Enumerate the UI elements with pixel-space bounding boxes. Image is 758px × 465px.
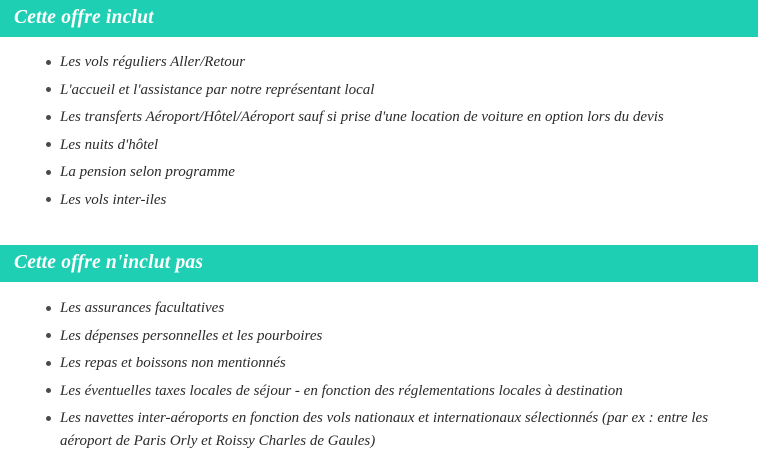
list-item-label: Les éventuelles taxes locales de séjour - en fonction des réglementations locales à destination <box>60 382 623 399</box>
list-item <box>46 189 742 212</box>
list-item <box>46 352 742 375</box>
section-included-title: Cette offre inclut <box>0 0 758 37</box>
bullet-icon <box>46 142 51 147</box>
list-item <box>46 297 742 320</box>
list-item <box>46 325 742 348</box>
bullet-icon <box>46 197 51 202</box>
list-item-label: Les dépenses personnelles et les pourboires <box>60 327 323 344</box>
bullet-icon <box>46 60 51 65</box>
list-item-label: Les nuits d'hôtel <box>60 136 159 153</box>
list-item <box>46 134 742 157</box>
bullet-icon <box>46 115 51 120</box>
bullet-icon <box>46 361 51 366</box>
list-item <box>46 161 742 184</box>
list-item-label: La pension selon programme <box>60 164 235 180</box>
included-list <box>16 51 742 211</box>
list-item-label: L'accueil et l'assistance par notre représentant local <box>60 81 375 98</box>
list-item-label: Les transferts Aéroport/Hôtel/Aéroport sauf si prise d'une location de voiture en option lors du devis <box>60 109 664 125</box>
bullet-icon <box>46 87 51 92</box>
section-not-included-body <box>0 282 758 465</box>
bullet-icon <box>46 388 51 393</box>
list-item-label: Les repas et boissons non mentionnés <box>60 355 286 371</box>
section-not-included-title: Cette offre n'inclut pas <box>0 245 758 282</box>
bullet-icon <box>46 333 51 338</box>
section-included <box>0 0 758 226</box>
not-included-list <box>16 297 742 452</box>
list-item-label: Les assurances facultatives <box>60 300 225 316</box>
section-included-body <box>0 37 758 226</box>
list-item <box>46 106 742 129</box>
bullet-icon <box>46 416 51 421</box>
list-item <box>46 380 742 403</box>
list-item <box>46 51 742 74</box>
list-item-label: Les vols inter-iles <box>60 191 167 208</box>
section-not-included <box>0 245 758 465</box>
list-item <box>46 407 742 452</box>
bullet-icon <box>46 306 51 311</box>
bullet-icon <box>46 170 51 175</box>
list-item <box>46 79 742 102</box>
list-item-label: Les vols réguliers Aller/Retour <box>60 54 246 70</box>
list-item-label: Les navettes inter-aéroports en fonction des vols nationaux et internationaux sélectionnés (par ex : entre les aéroport de Paris Orly et Roissy Charles de Gaules) <box>60 410 709 449</box>
